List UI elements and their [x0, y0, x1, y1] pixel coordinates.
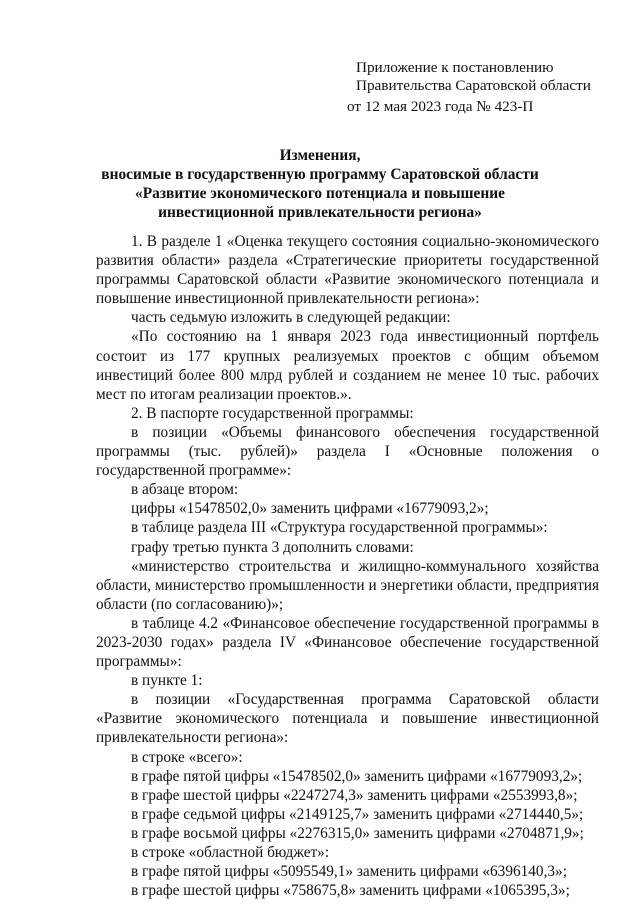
- title-line-2: вносимые в государственную программу Саратовской области: [101, 166, 539, 183]
- paragraph: в графе шестой цифры «758675,8» заменить цифрами «1065395,3»;: [131, 882, 570, 900]
- document-title: [0, 146, 640, 222]
- paragraph: в таблице 4.2 «Финансовое обеспечение государственной программы в 2023-2030 годах» раздела IV «Финансовое обеспечение государственной программы»:: [96, 614, 599, 671]
- approval-line-3: от 12 мая 2023 года № 423-П: [347, 98, 534, 115]
- paragraph: в строке «всего»:: [131, 748, 243, 766]
- paragraph: в графе шестой цифры «2247274,3» заменить цифрами «2553993,8»;: [131, 786, 578, 804]
- document-body: [96, 232, 599, 900]
- paragraph: в графе восьмой цифры «2276315,0» заменить цифрами «2704871,9»;: [131, 824, 584, 842]
- paragraph: в графе седьмой цифры «2149125,7» заменить цифрами «2714440,5»;: [131, 805, 584, 823]
- paragraph: 2. В паспорте государственной программы:: [131, 404, 414, 422]
- title-line-4: инвестиционной привлекательности региона»: [158, 204, 482, 221]
- paragraph: в абзаце втором:: [131, 481, 239, 499]
- paragraph: в графе пятой цифры «15478502,0» заменить цифрами «16779093,2»;: [131, 767, 583, 785]
- paragraph: в строке «областной бюджет»:: [131, 844, 330, 861]
- title-line-1: Изменения,: [279, 147, 361, 164]
- paragraph: часть седьмую изложить в следующей редакции:: [131, 309, 451, 327]
- paragraph: в позиции «Государственная программа Саратовской области «Развитие экономического потенциала и повышение инвестиционной привлекательности региона»:: [96, 691, 599, 747]
- paragraph: в таблице раздела III «Структура государственной программы»:: [131, 519, 548, 537]
- paragraph: в позиции «Объемы финансового обеспечения государственной программы (тыс. рублей)» раздела I «Основные положения о государственной программе»:: [96, 423, 599, 480]
- title-line-3: «Развитие экономического потенциала и повышение: [135, 185, 505, 202]
- paragraph: графу третью пункта 3 дополнить словами:: [131, 538, 414, 556]
- paragraph: «министерство строительства и жилищно-коммунального хозяйства области, министерство промышленности и энергетики области, предприятия области (по согласованию)»;: [96, 557, 599, 613]
- paragraph: «По состоянию на 1 января 2023 года инвестиционный портфель состоит из 177 крупных реализуемых проектов с общим объемом инвестиций более 800 млрд рублей и созданием не менее 10 тыс. рабочих мест по итогам реализации проектов.».: [96, 328, 599, 403]
- paragraph: цифры «15478502,0» заменить цифрами «16779093,2»;: [131, 500, 489, 518]
- approval-line-2: Правительства Саратовской области: [356, 77, 591, 94]
- approval-line-1: Приложение к постановлению: [356, 59, 554, 76]
- paragraph: 1. В разделе 1 «Оценка текущего состояния социально-экономического развития области» раздела «Стратегические приоритеты государственной программы Саратовской области «Развитие экономического потенциала и повышение инвестиционной привлекательности региона»:: [96, 233, 599, 308]
- paragraph: в графе пятой цифры «5095549,1» заменить цифрами «6396140,3»;: [131, 863, 567, 881]
- paragraph: в пункте 1:: [131, 672, 203, 690]
